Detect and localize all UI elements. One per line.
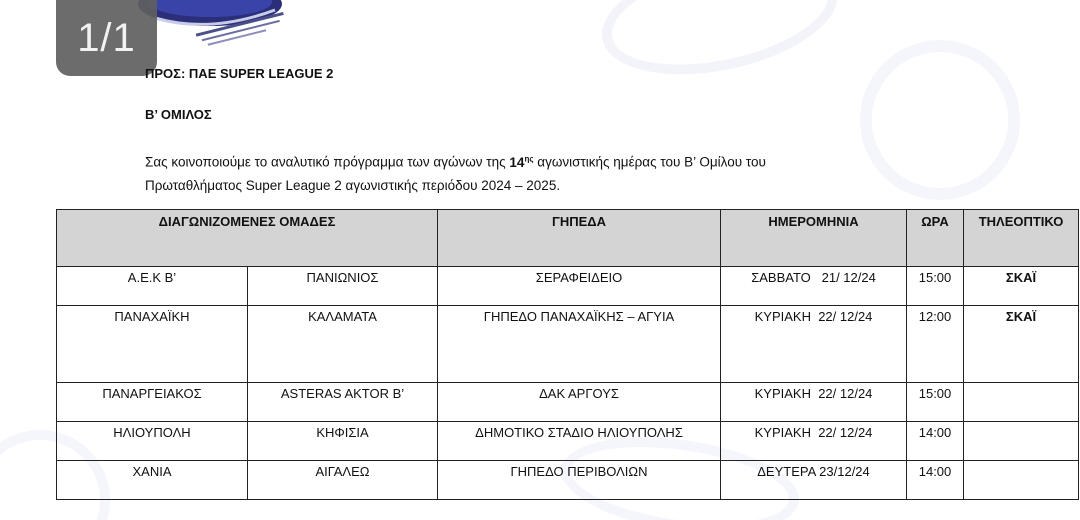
away-team: ΚΑΛΑΜΑΤΑ <box>248 306 438 383</box>
home-team: ΧΑΝΙΑ <box>57 461 248 500</box>
away-team: ΠΑΝΙΩΝΙΟΣ <box>248 267 438 306</box>
header-stadium: ΓΗΠΕΔΑ <box>438 210 721 267</box>
intro-text-line2: Πρωταθλήματος Super League 2 αγωνιστικής περιόδου 2024 – 2025. <box>145 177 561 193</box>
intro-text-start: Σας κοινοποιούμε το αναλυτικό πρόγραμμα των αγώνων της <box>145 154 506 170</box>
table-row <box>57 383 1079 422</box>
header-date: ΗΜΕΡΟΜΗΝΙΑ <box>721 210 907 267</box>
date-cell: ΚΥΡΙΑΚΗ 22/ 12/24 <box>721 383 907 422</box>
stadium-cell: ΓΗΠΕΔΟ ΠΑΝΑΧΑΪΚΗΣ – ΑΓΥΙΑ <box>438 306 721 383</box>
table-row <box>57 306 1079 383</box>
home-team: ΗΛΙΟΥΠΟΛΗ <box>57 422 248 461</box>
tv-cell <box>964 383 1079 422</box>
time-cell: 12:00 <box>907 306 964 383</box>
away-team: ΚΗΦΙΣΙΑ <box>248 422 438 461</box>
page-counter-badge: 1/1 <box>56 0 157 76</box>
time-cell: 15:00 <box>907 267 964 306</box>
intro-text-end: αγωνιστικής ημέρας του Β’ Ομίλου του <box>537 154 766 170</box>
intro-paragraph <box>145 147 905 197</box>
away-team: ΑΙΓΑΛΕΩ <box>248 461 438 500</box>
tv-cell <box>964 461 1079 500</box>
stadium-cell: ΣΕΡΑΦΕΙΔΕΙΟ <box>438 267 721 306</box>
stadium-cell: ΔΗΜΟΤΙΚΟ ΣΤΑΔΙΟ ΗΛΙΟΥΠΟΛΗΣ <box>438 422 721 461</box>
matchday-suffix: ης <box>524 154 534 163</box>
date-cell: ΚΥΡΙΑΚΗ 22/ 12/24 <box>721 422 907 461</box>
stadium-cell: ΓΗΠΕΔΟ ΠΕΡΙΒΟΛΙΩΝ <box>438 461 721 500</box>
table-row <box>57 461 1079 500</box>
tv-cell: ΣΚΑΪ <box>964 267 1079 306</box>
league-logo <box>135 0 285 48</box>
stadium-cell: ΔΑΚ ΑΡΓΟΥΣ <box>438 383 721 422</box>
tv-cell <box>964 422 1079 461</box>
table-header-row <box>57 210 1079 267</box>
header-tv: ΤΗΛΕΟΠΤΙΚΟ <box>964 210 1079 267</box>
header-time: ΩΡΑ <box>907 210 964 267</box>
home-team: Α.Ε.Κ Β’ <box>57 267 248 306</box>
watermark-shape <box>591 0 849 94</box>
table-row <box>57 267 1079 306</box>
group-heading: Β’ ΟΜΙΛΟΣ <box>145 107 212 122</box>
home-team: ΠΑΝΑΡΓΕΙΑΚΟΣ <box>57 383 248 422</box>
match-schedule-table <box>56 209 1079 500</box>
date-cell: ΔΕΥΤΕΡΑ 23/12/24 <box>721 461 907 500</box>
date-cell: ΚΥΡΙΑΚΗ 22/ 12/24 <box>721 306 907 383</box>
date-cell: ΣΑΒΒΑΤΟ 21/ 12/24 <box>721 267 907 306</box>
time-cell: 15:00 <box>907 383 964 422</box>
tv-cell: ΣΚΑΪ <box>964 306 1079 383</box>
table-row <box>57 422 1079 461</box>
home-team: ΠΑΝΑΧΑΪΚΗ <box>57 306 248 383</box>
time-cell: 14:00 <box>907 461 964 500</box>
recipient-line: ΠΡΟΣ: ΠΑΕ SUPER LEAGUE 2 <box>145 66 334 81</box>
matchday-number: $14^{\eta\varsigma}$ <box>509 154 534 170</box>
time-cell: 14:00 <box>907 422 964 461</box>
header-teams: ΔΙΑΓΩΝΙΖΟΜΕΝΕΣ ΟΜΑΔΕΣ <box>57 210 438 267</box>
away-team: ASTERAS AKTOR Β’ <box>248 383 438 422</box>
